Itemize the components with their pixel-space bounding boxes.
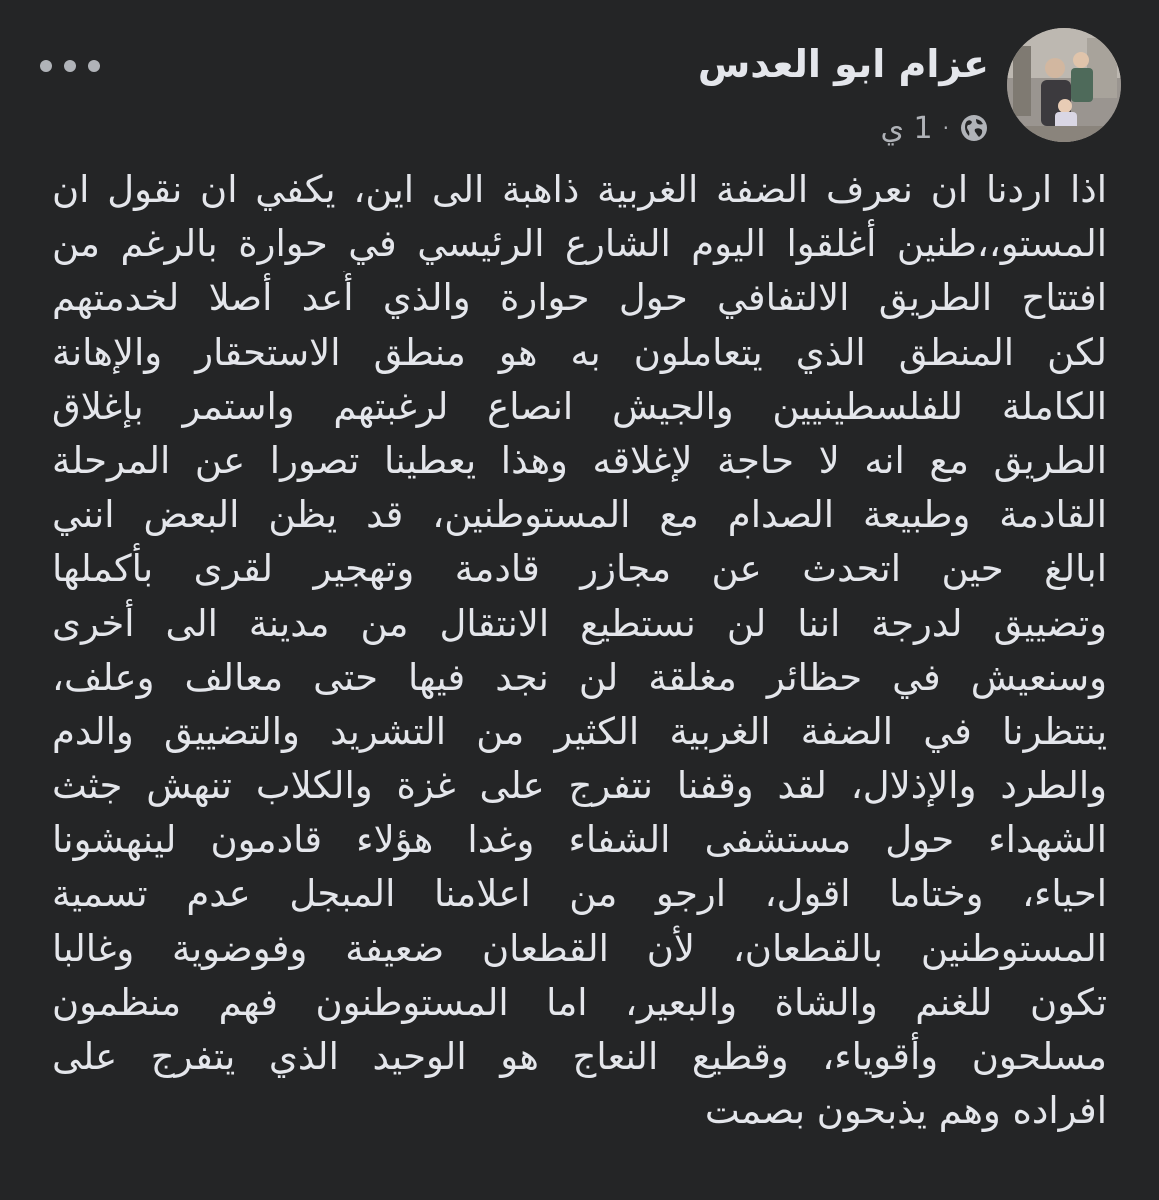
post-text-line: لكن المنطق الذي يتعاملون به هو منطق الاستحقار والإهانة (52, 330, 1107, 374)
post-body (52, 163, 1107, 1138)
avatar[interactable] (1007, 28, 1121, 142)
post-text-line: ابالغ حين اتحدث عن مجازر قادمة وتهجير لقرى بأكملها (52, 547, 1107, 591)
post-text-line: القادمة وطبيعة الصدام مع المستوطنين، قد يظن البعض انني (52, 493, 1107, 537)
timestamp[interactable]: 1 ي (880, 110, 933, 146)
post-text-line: المستوطنين بالقطعان، لأن القطعان ضعيفة وفوضوية وغالبا (52, 926, 1107, 970)
post-text-line: الشهداء حول مستشفى الشفاء وغدا هؤلاء قادمون لينهشونا (52, 818, 1107, 862)
post-text-line: الكاملة للفلسطينيين والجيش انصاع لرغبتهم واستمر بإغلاق (52, 384, 1107, 428)
post-meta (881, 110, 989, 146)
post-text-line: تكون للغنم والشاة والبعير، اما المستوطنون فهم منظمون (52, 980, 1107, 1024)
post-text-line: افتتاح الطريق الالتفافي حول حوارة والذي أُعد أصلا لخدمتهم (52, 276, 1107, 320)
post-text-line: الطريق مع انه لا حاجة لإغلاقه وهذا يعطينا تصورا عن المرحلة (52, 438, 1107, 482)
more-options-icon[interactable] (40, 54, 100, 78)
more-dot (64, 60, 76, 72)
post-text-line: المستو،،طنين أغلقوا اليوم الشارع الرئيسي في حوارة بالرغم من (52, 222, 1107, 266)
post-text-line: اذا اردنا ان نعرف الضفة الغربية ذاهبة الى اين، يكفي ان نقول ان (52, 168, 1107, 211)
meta-separator: · (942, 116, 949, 140)
post-text-line: وسنعيش في حظائر مغلقة لن نجد فيها حتى معالف وعلف، (52, 655, 1107, 699)
post-text-line: مسلحون وأقوياء، وقطيع النعاج هو الوحيد الذي يتفرج على (52, 1035, 1107, 1078)
post-text-line: احياء، وختاما اقول، ارجو من اعلامنا المبجل عدم تسمية (52, 872, 1107, 916)
avatar-photo (1007, 28, 1121, 142)
globe-icon[interactable] (959, 113, 989, 143)
post-text-line: وتضييق لدرجة اننا لن نستطيع الانتقال من مدينة الى أخرى (52, 601, 1107, 645)
post-text-line: افراده وهم يذبحون بصمت (704, 1089, 1107, 1133)
post-header (0, 28, 1159, 158)
author-name[interactable]: عزام ابو العدس (697, 42, 989, 86)
post-text-line: والطرد والإذلال، لقد وقفنا نتفرج على غزة والكلاب تنهش جثث (52, 764, 1107, 808)
more-dot (40, 60, 52, 72)
more-dot (88, 60, 100, 72)
post-text-line: ينتظرنا في الضفة الغربية الكثير من التشريد والتضييق والدم (52, 709, 1107, 753)
